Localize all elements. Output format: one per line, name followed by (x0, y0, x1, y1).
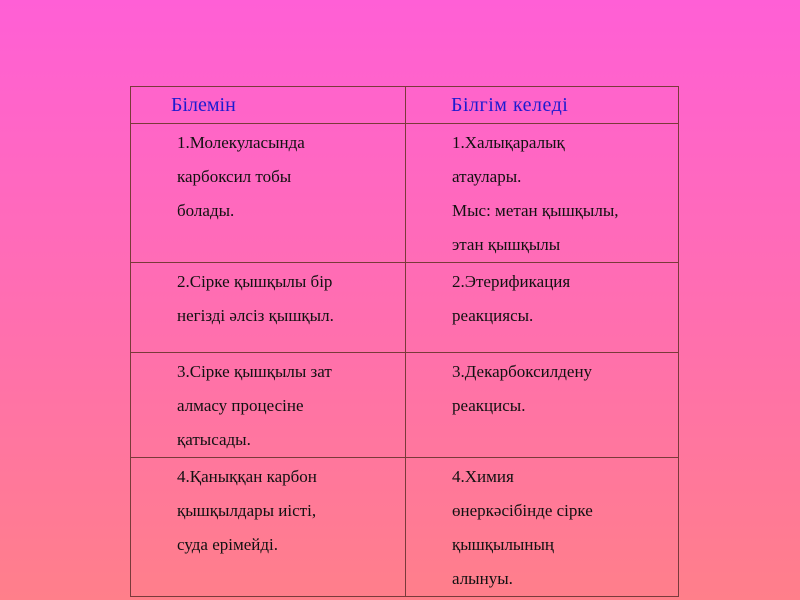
table-row (131, 353, 679, 458)
header-want-to-know (406, 87, 679, 124)
table-row (131, 458, 679, 597)
table-row (131, 263, 679, 353)
cell-text: 4.Химия өнеркәсібінде сірке қышқылының алынуы. (452, 467, 593, 588)
know-want-table (130, 86, 679, 597)
header-know (131, 87, 406, 124)
cell-text: 4.Қаныққан карбон қышқылдары иісті, суда ерімейді. (177, 467, 317, 554)
table-row (131, 124, 679, 263)
table-cell-know (131, 263, 406, 353)
table-cell-know (131, 124, 406, 263)
cell-text: 2.Этерификация реакциясы. (452, 272, 571, 325)
cell-text: 1.Халықаралық атаулары. Мыс: метан қышқылы, этан қышқылы (452, 133, 619, 254)
cell-text: 3.Сірке қышқылы зат алмасу процесіне қатысады. (177, 362, 332, 449)
header-know-label: Білемін (171, 93, 236, 116)
table-cell-want (406, 263, 679, 353)
table-cell-know (131, 458, 406, 597)
table-header-row (131, 87, 679, 124)
header-want-label: Білгім келеді (451, 93, 569, 116)
table-cell-know (131, 353, 406, 458)
cell-text: 2.Сірке қышқылы бір негізді әлсіз қышқыл. (177, 272, 334, 325)
table-cell-want (406, 458, 679, 597)
cell-text: 3.Декарбоксилдену реакцисы. (452, 362, 593, 415)
table-cell-want (406, 353, 679, 458)
table-cell-want (406, 124, 679, 263)
cell-text: 1.Молекуласында карбоксил тобы болады. (177, 133, 305, 220)
